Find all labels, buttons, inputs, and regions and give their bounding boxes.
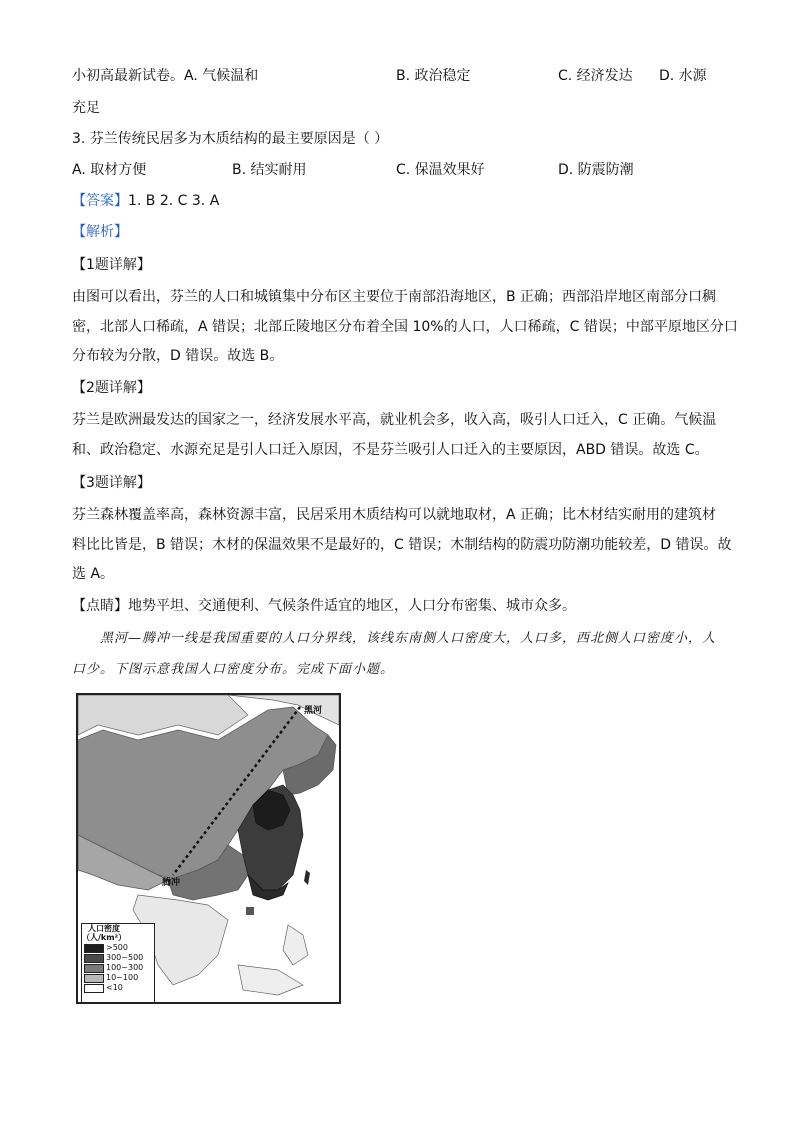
detail-3-line-2: 料比比皆是，B 错误；木材的保温效果不是最好的，C 错误；木制结构的防震功防潮功能较差，D 错误。故	[72, 537, 732, 553]
legend-unit: （人/km²）	[82, 933, 127, 942]
legend-swatch	[84, 984, 104, 993]
map-legend	[81, 923, 155, 1003]
detail-3-line-1: 芬兰森林覆盖率高，森林资源丰富，民居采用木质结构可以就地取材，A 正确；比木材结实耐用的建筑材	[72, 507, 717, 523]
legend-text: 300~500	[106, 953, 144, 962]
legend-row	[82, 943, 154, 953]
detail-1-line-3: 分布较为分散，D 错误。故选 B。	[72, 348, 284, 364]
analysis-label: 【解析】	[72, 224, 128, 240]
detail-2-title: 【2题详解】	[72, 380, 151, 396]
detail-2-line-1: 芬兰是欧洲最发达的国家之一，经济发展水平高，就业机会多，收入高，吸引人口迁入，C 正确。气候温	[72, 412, 717, 428]
answer-text: 1. B 2. C 3. A	[128, 193, 220, 209]
q2-option-d-continued: 充足	[72, 100, 100, 116]
tip-text: 地势平坦、交通便利、气候条件适宜的地区，人口分布密集、城市众多。	[128, 598, 576, 614]
detail-2-line-2: 和、政治稳定、水源充足是引人口迁入原因，不是芬兰吸引人口迁入的主要原因，ABD 错误。故选 C。	[72, 442, 709, 458]
q3-stem: 3. 芬兰传统民居多为木质结构的最主要原因是（ ）	[72, 131, 389, 147]
detail-1-title: 【1题详解】	[72, 257, 151, 273]
q3-option-c: C. 保温效果好	[396, 162, 485, 178]
detail-1-line-1: 由图可以看出，芬兰的人口和城镇集中分布区主要位于南部沿海地区，B 正确；西部沿岸地区南部分口稠	[72, 289, 717, 305]
answer-label: 【答案】	[72, 193, 128, 209]
legend-text: 10~100	[106, 973, 139, 982]
q2-option-c: C. 经济发达	[558, 68, 633, 84]
detail-3-title: 【3题详解】	[72, 475, 151, 491]
legend-row	[82, 983, 154, 993]
legend-swatch	[84, 974, 104, 983]
legend-swatch	[84, 944, 104, 953]
population-density-map	[76, 693, 341, 1004]
q3-option-b: B. 结实耐用	[232, 162, 307, 178]
legend-title: 人口密度	[88, 924, 120, 933]
legend-row	[82, 953, 154, 963]
legend-text: <10	[106, 983, 123, 992]
q2-option-d: D. 水源	[659, 68, 707, 84]
detail-1-line-2: 密，北部人口稀疏，A 错误；北部丘陵地区分布着全国 10%的人口，人口稀疏，C 错误；中部平原地区分口	[72, 319, 738, 335]
q3-option-d: D. 防震防潮	[558, 162, 634, 178]
q3-option-a: A. 取材方便	[72, 162, 147, 178]
label-heihe: 黑河	[304, 706, 323, 716]
legend-text: >500	[106, 943, 128, 952]
detail-3-line-3: 选 A。	[72, 566, 115, 582]
legend-text: 100~300	[106, 963, 144, 972]
q2-option-b: B. 政治稳定	[396, 68, 471, 84]
label-tengchong: 腾冲	[162, 878, 181, 888]
q2-stem: 小初高最新试卷。A. 气候温和	[72, 68, 259, 84]
legend-row	[82, 963, 154, 973]
intro-line-1: 黑河—腾冲一线是我国重要的人口分界线，该线东南侧人口密度大，人口多，西北侧人口密度小，人	[100, 631, 717, 646]
tip-label: 【点睛】	[72, 598, 128, 614]
intro-line-2: 口少。下图示意我国人口密度分布。完成下面小题。	[72, 662, 395, 677]
tip-line	[72, 596, 576, 616]
legend-row	[82, 973, 154, 983]
legend-swatch	[84, 954, 104, 963]
legend-swatch	[84, 964, 104, 973]
answer-line	[72, 191, 219, 211]
